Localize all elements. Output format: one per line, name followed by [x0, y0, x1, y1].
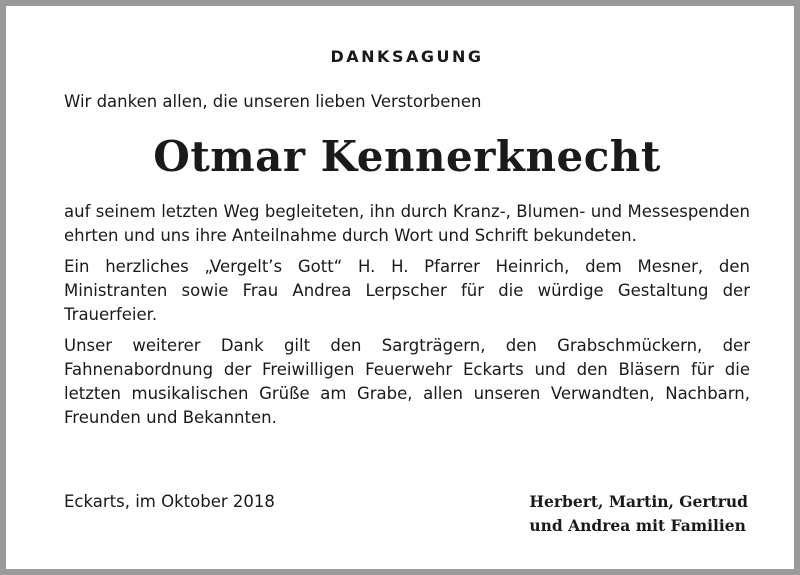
- signature-line-1: Herbert, Martin, Gertrud: [529, 492, 748, 511]
- notice-footer: [64, 490, 750, 542]
- signature-line-2: und Andrea mit Familien: [529, 516, 746, 535]
- place-date: Eckarts, im Oktober 2018: [64, 492, 275, 511]
- notice-heading: DANKSAGUNG: [330, 47, 484, 66]
- intro-text: Wir danken allen, die unseren lieben Verstorbenen: [64, 92, 482, 111]
- thanks-paragraph-2: Ein herzliches „Vergelt’s Gott“ H. H. Pfarrer Heinrich, dem Mesner, den Ministranten sowie Frau Andrea Lerpscher für die würdige Gestaltung der Trauerfeier.: [64, 257, 750, 324]
- deceased-name: Otmar Kennerknecht: [153, 132, 661, 181]
- obituary-notice: [64, 42, 750, 535]
- signature-block: [529, 490, 748, 538]
- thanks-paragraph-3: Unser weiterer Dank gilt den Sargträgern, den Grabschmückern, der Fahnenabordnung der Freiwilligen Feuerwehr Eckarts und den Bläsern für die letzten musikalischen Grüße am Grabe, allen unseren Verwandten, Nachbarn, Freunden und Bekannten.: [64, 336, 750, 427]
- thanks-paragraph-1: auf seinem letzten Weg begleiteten, ihn durch Kranz-, Blumen- und Messespenden ehrten und uns ihre Anteilnahme durch Wort und Schrift bekundeten.: [64, 202, 750, 245]
